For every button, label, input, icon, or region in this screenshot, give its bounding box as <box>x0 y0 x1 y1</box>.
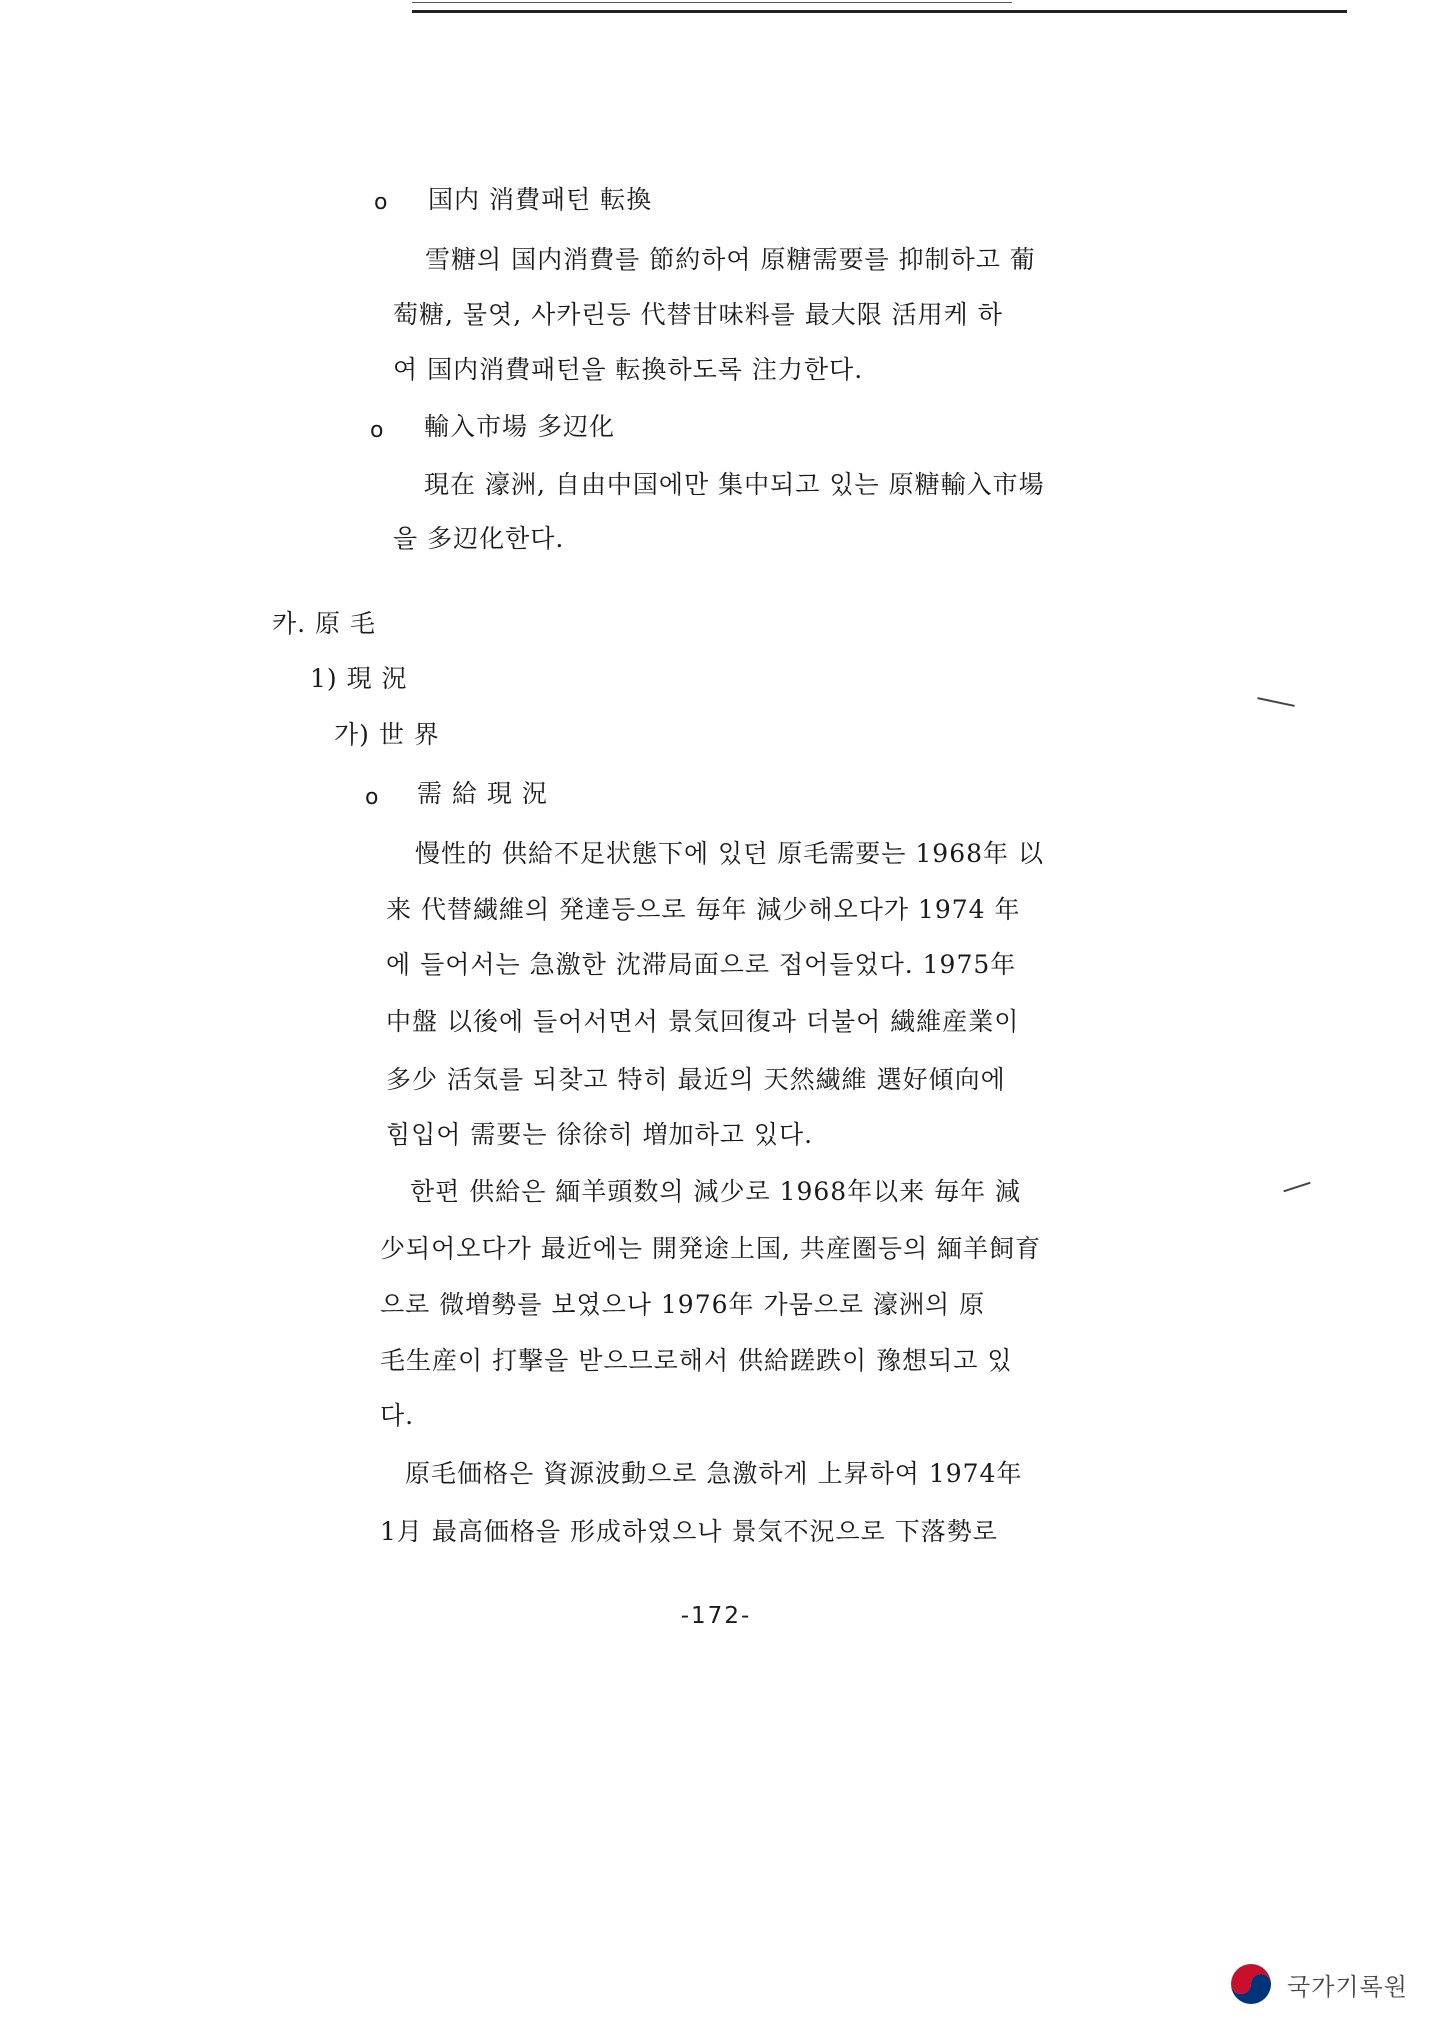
text-line: 한편 供給은 緬羊頭数의 減少로 1968年以来 毎年 減 <box>410 1177 1022 1206</box>
text-line: 카. 原 毛 <box>272 609 376 638</box>
text-line: 慢性的 供給不足状態下에 있던 原毛需要는 1968年 以 <box>415 839 1044 868</box>
text-line: 少되어오다가 最近에는 開発途上国, 共産圏등의 緬羊飼育 <box>380 1234 1042 1263</box>
bullet-marker: o <box>374 190 388 215</box>
text-line: 1) 現 況 <box>310 664 408 693</box>
text-line: 中盤 以後에 들어서면서 景気回復과 더불어 繊維産業이 <box>386 1007 1020 1036</box>
text-line: 原毛価格은 資源波動으로 急激하게 上昇하여 1974年 <box>405 1459 1023 1488</box>
text-line: 다. <box>380 1401 415 1430</box>
text-line: 에 들어서는 急激한 沈滞局面으로 접어들었다. 1975年 <box>386 950 1017 979</box>
text-line: 来 代替繊維의 発達등으로 毎年 減少해오다가 1974 年 <box>386 895 1021 924</box>
page-number: -172- <box>680 1603 752 1629</box>
text-line: 現在 濠洲, 自由中国에만 集中되고 있는 原糖輸入市場 <box>424 470 1045 499</box>
text-line: 雪糖의 国内消費를 節約하여 原糖需要를 抑制하고 葡 <box>425 245 1036 274</box>
text-line: 需 給 現 況 <box>417 779 548 808</box>
text-line: 萄糖, 물엿, 사카린등 代替甘味料를 最大限 活用케 하 <box>393 300 1003 329</box>
text-line: 輸入市場 多辺化 <box>424 412 615 441</box>
bullet-marker: o <box>365 785 379 810</box>
text-line: 多少 活気를 되찾고 特히 最近의 天然繊維 選好傾向에 <box>386 1065 1006 1094</box>
archive-logo <box>1227 1960 1408 2008</box>
text-line: 1月 最高価格을 形成하였으나 景気不況으로 下落勢로 <box>380 1517 998 1546</box>
text-line: 国内 消費패턴 転換 <box>428 185 653 214</box>
archive-logo-text: 국가기록원 <box>1287 1972 1408 2001</box>
text-line: 毛生産이 打撃을 받으므로해서 供給蹉跌이 豫想되고 있 <box>380 1346 1013 1375</box>
top-rule-thin <box>412 2 1012 3</box>
binding-mark-top <box>1257 697 1295 707</box>
bullet-marker: o <box>370 418 384 443</box>
text-line: 여 国内消費패턴을 転換하도록 注力한다. <box>393 355 864 384</box>
text-line: 가) 世 界 <box>334 720 440 749</box>
text-line: 으로 微増勢를 보였으나 1976年 가뭄으로 濠洲의 原 <box>380 1290 986 1319</box>
top-rule <box>412 10 1347 13</box>
binding-mark-bottom <box>1283 1182 1310 1193</box>
text-line: 을 多辺化한다. <box>393 524 565 553</box>
taegeuk-logo-icon <box>1227 1960 1275 2008</box>
text-line: 힘입어 需要는 徐徐히 増加하고 있다. <box>386 1120 814 1149</box>
